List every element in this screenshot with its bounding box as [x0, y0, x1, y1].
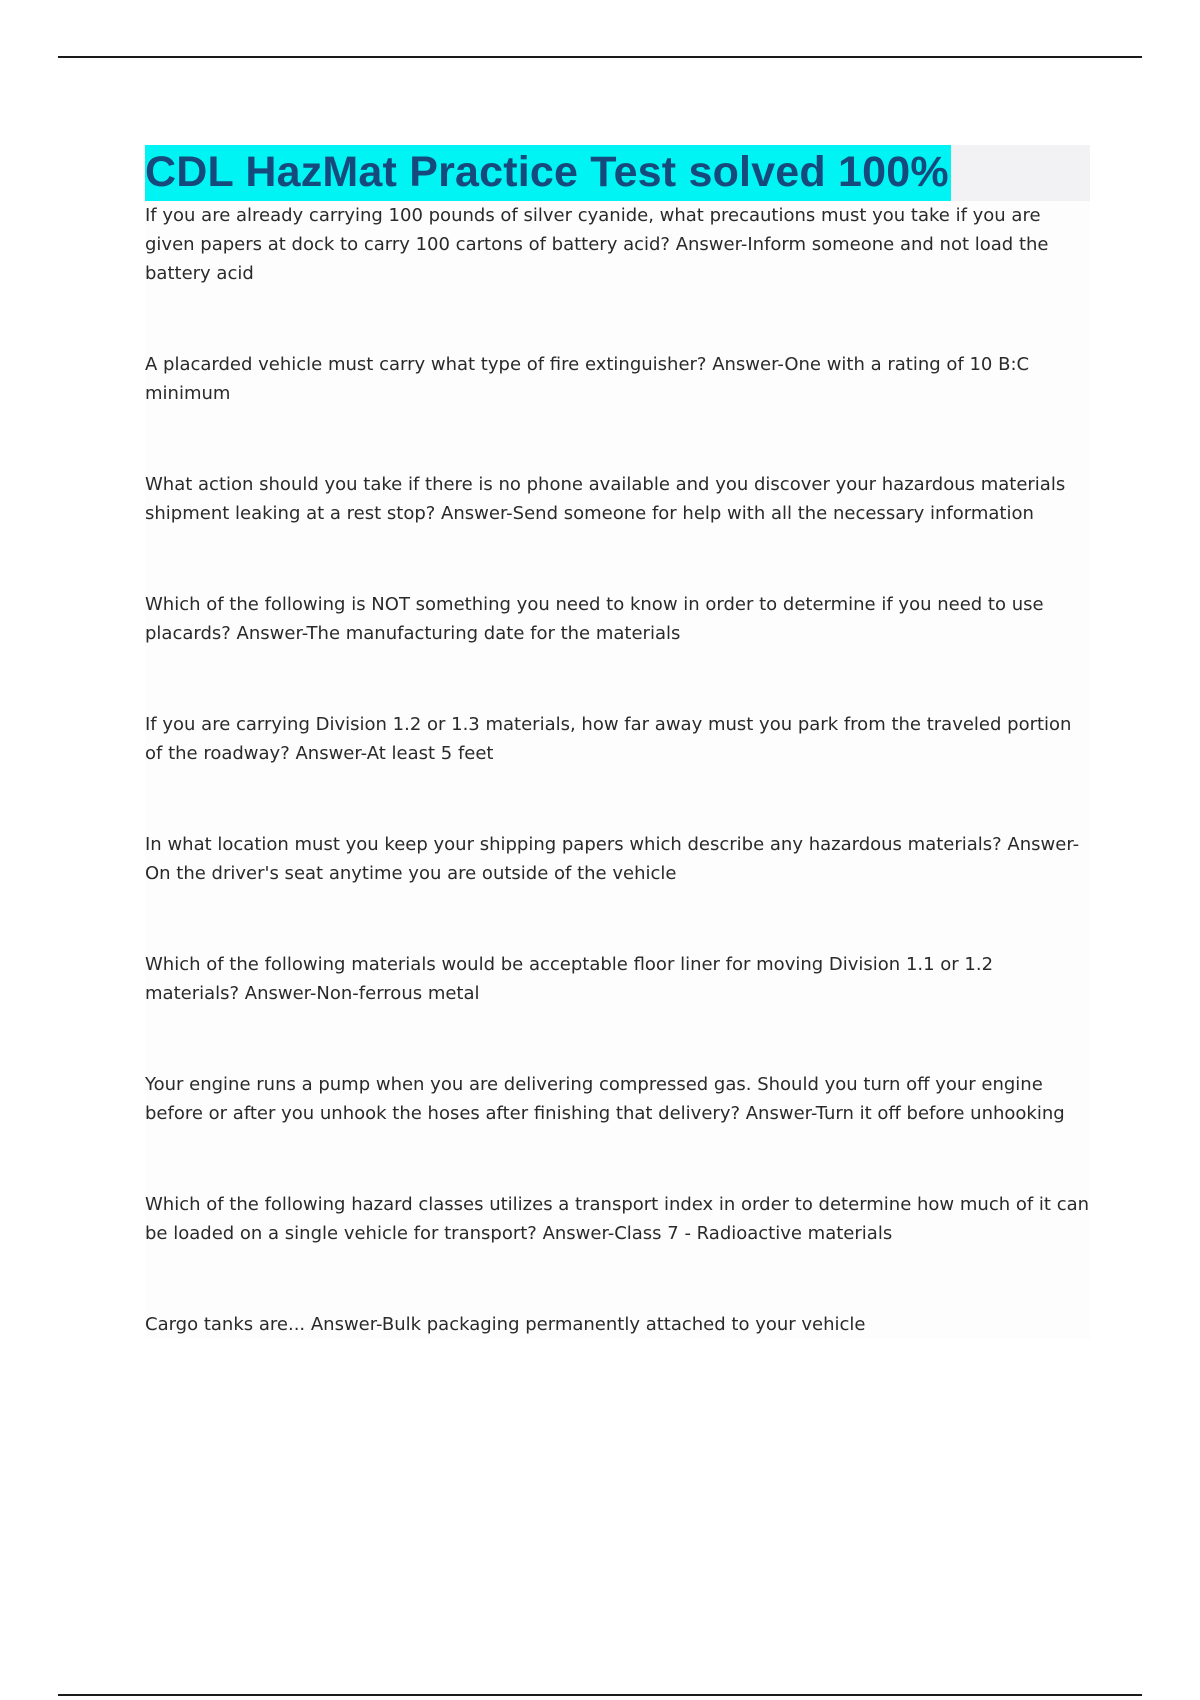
document-content — [145, 145, 1090, 1339]
spacer — [145, 1008, 1090, 1070]
spacer — [145, 408, 1090, 470]
qa-item: Your engine runs a pump when you are delivering compressed gas. Should you turn off your engine before or after you unhook the hoses after finishing that delivery? Answer-Turn it off before unhooking — [145, 1074, 1065, 1124]
qa-item: If you are carrying Division 1.2 or 1.3 materials, how far away must you park from the traveled portion of the roadway? Answer-At least 5 feet — [145, 714, 1072, 764]
qa-item: In what location must you keep your shipping papers which describe any hazardous materials? Answer-On the driver's seat anytime you are outside of the vehicle — [145, 834, 1080, 884]
spacer — [145, 528, 1090, 590]
spacer — [145, 768, 1090, 830]
qa-list — [145, 201, 1090, 1339]
title-band — [145, 145, 1090, 201]
spacer — [145, 1128, 1090, 1190]
qa-item: What action should you take if there is no phone available and you discover your hazardous materials shipment leaking at a rest stop? Answer-Send someone for help with all the necessary information — [145, 474, 1066, 524]
top-divider — [58, 56, 1142, 58]
qa-item: Which of the following materials would be acceptable floor liner for moving Division 1.1 or 1.2 materials? Answer-Non-ferrous metal — [145, 954, 994, 1004]
qa-item: Cargo tanks are... Answer-Bulk packaging permanently attached to your vehicle — [145, 1314, 866, 1335]
qa-item: If you are already carrying 100 pounds of silver cyanide, what precautions must you take if you are given papers at dock to carry 100 cartons of battery acid? Answer-Inform someone and not load the battery acid — [145, 205, 1049, 284]
qa-item: Which of the following hazard classes utilizes a transport index in order to determine how much of it can be loaded on a single vehicle for transport? Answer-Class 7 - Radioactive materials — [145, 1194, 1090, 1244]
spacer — [145, 288, 1090, 350]
spacer — [145, 1248, 1090, 1310]
page-title: CDL HazMat Practice Test solved 100% — [145, 145, 951, 201]
bottom-divider — [58, 1694, 1142, 1696]
qa-item: A placarded vehicle must carry what type of fire extinguisher? Answer-One with a rating of 10 B:C minimum — [145, 354, 1030, 404]
qa-item: Which of the following is NOT something you need to know in order to determine if you need to use placards? Answer-The manufacturing date for the materials — [145, 594, 1044, 644]
spacer — [145, 888, 1090, 950]
spacer — [145, 648, 1090, 710]
